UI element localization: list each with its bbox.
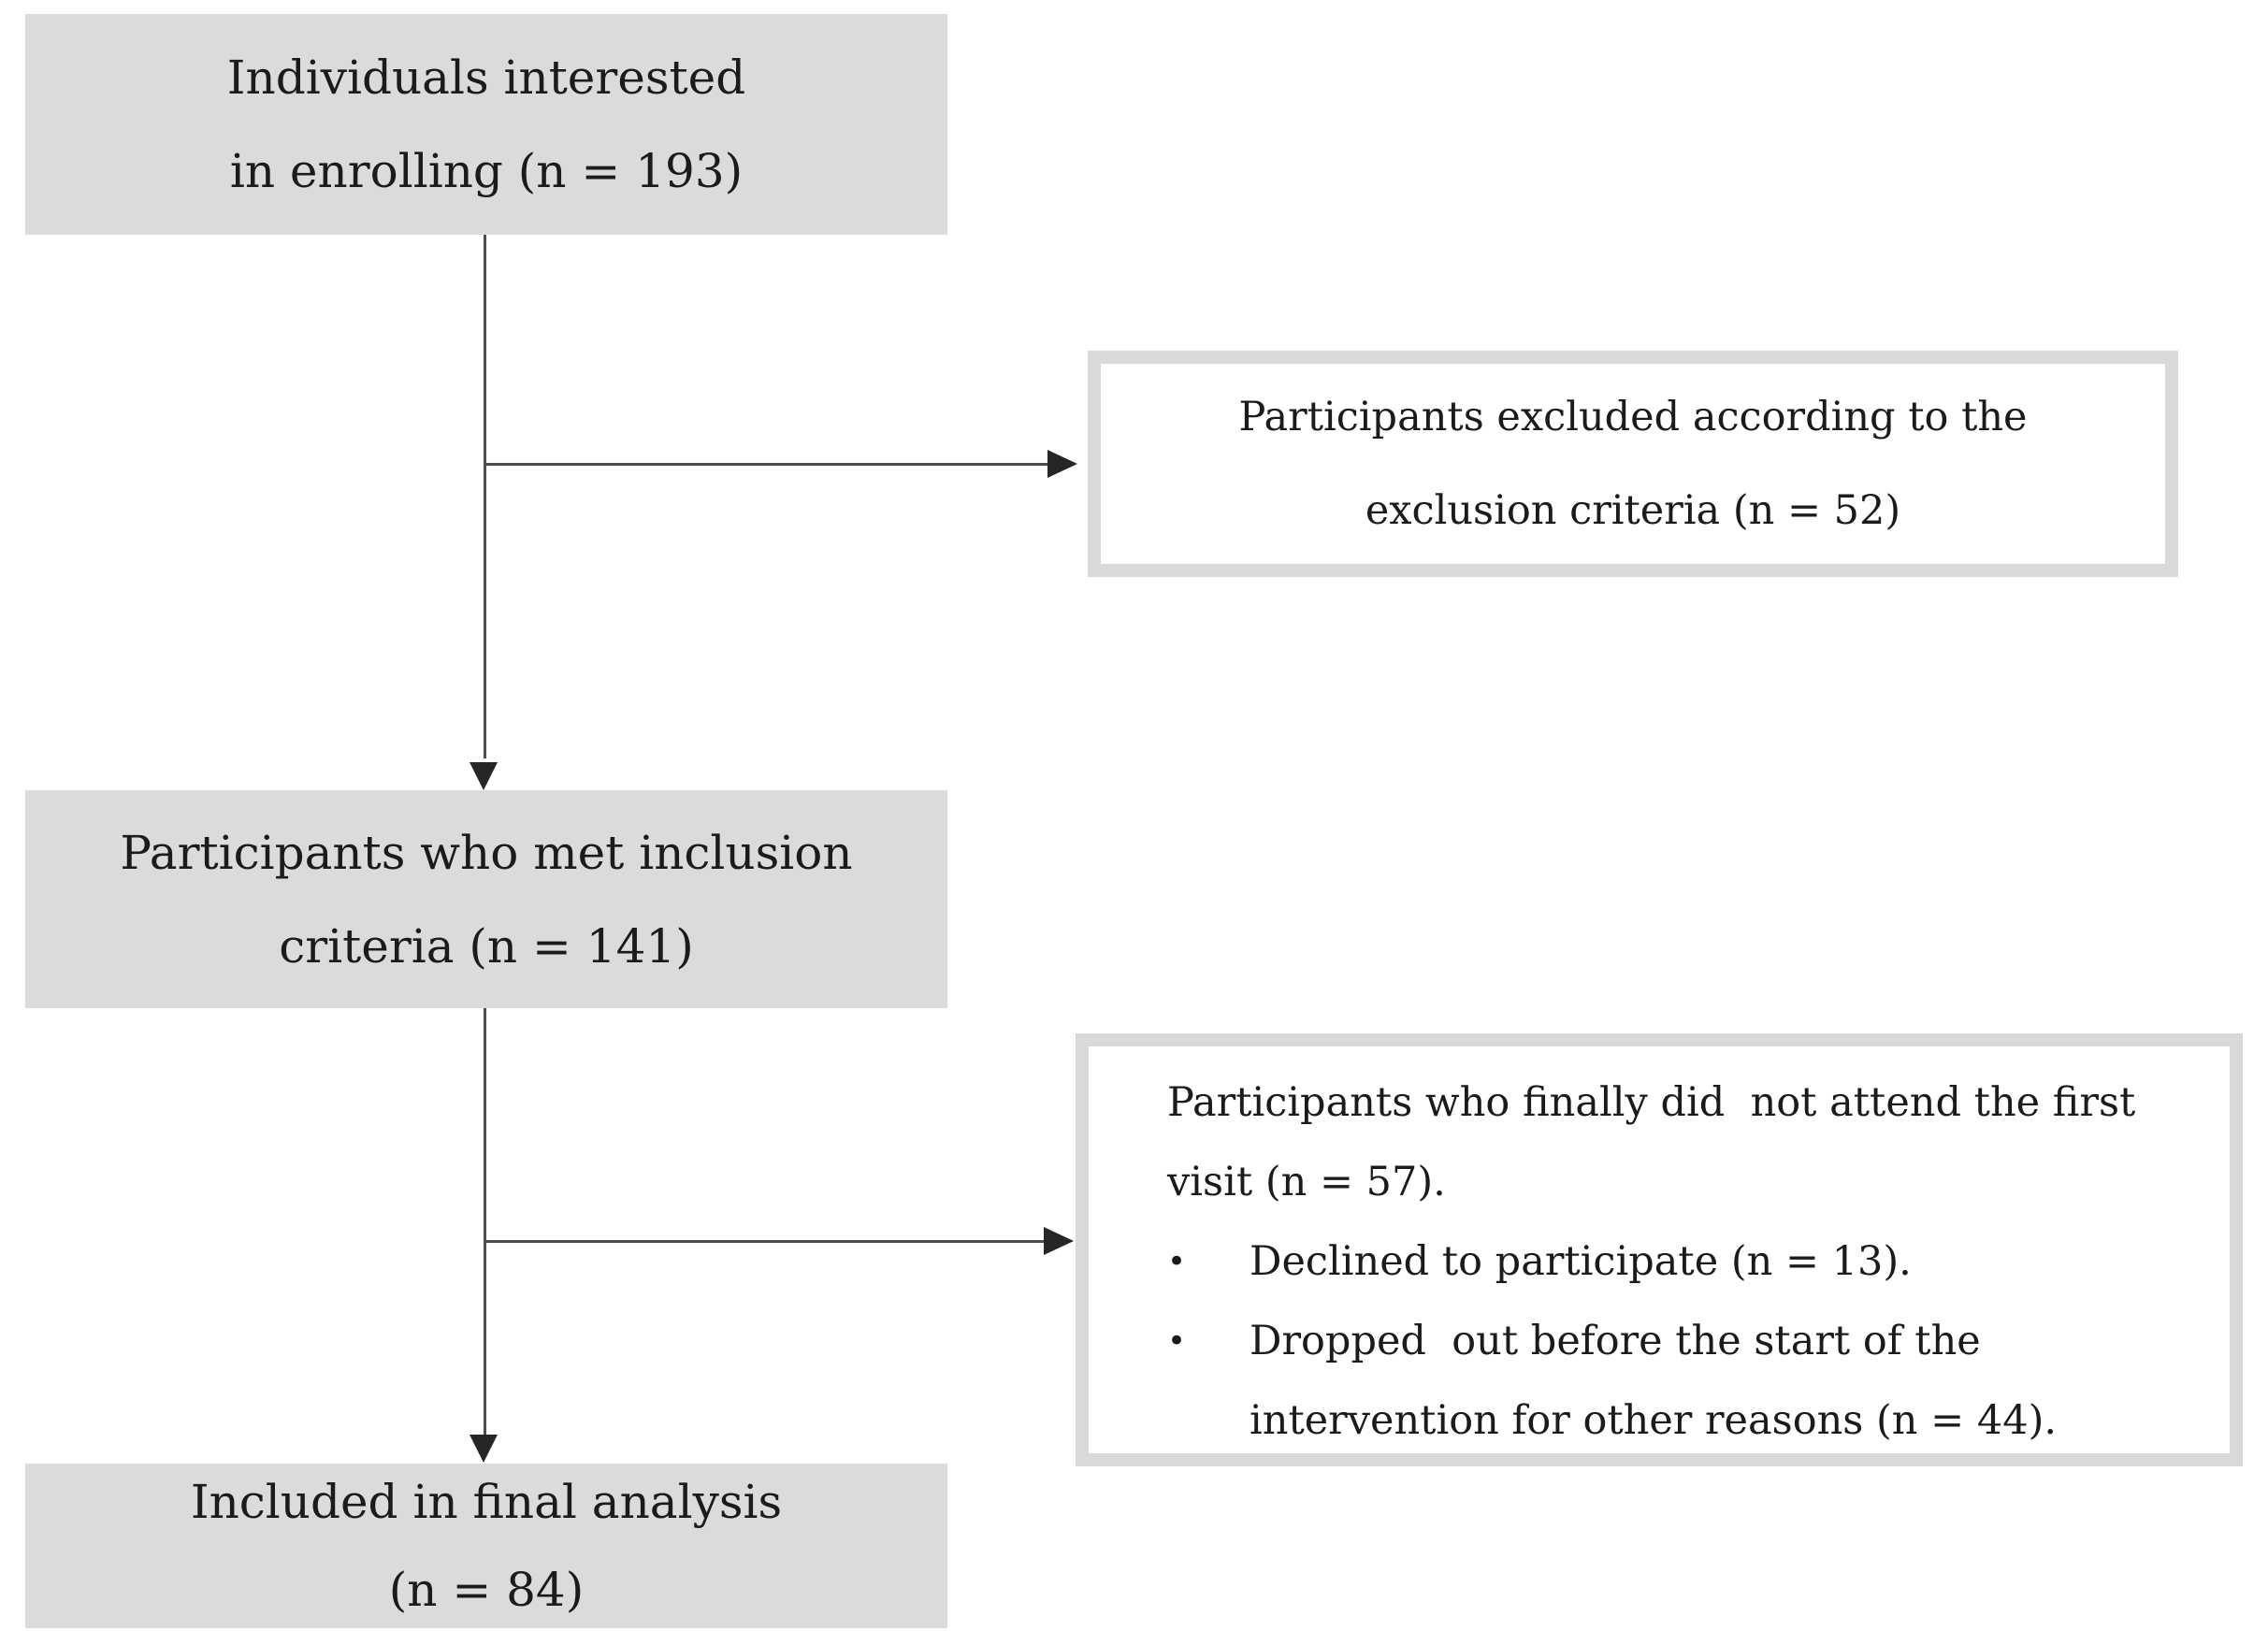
box-text-line: Included in final analysis [190,1475,783,1529]
box-text-line: in enrolling (n = 193) [229,144,744,198]
box-text-line: exclusion criteria (n = 52) [1365,487,1901,534]
connector-vertical-1 [484,235,486,758]
box-text-line: visit (n = 57). [1167,1159,1446,1205]
box-text-line: Participants excluded according to the [1238,394,2028,440]
box-text-line: Dropped out before the start of the [1250,1318,1981,1364]
box-did-not-attend [1076,1033,2243,1466]
bullet-marker: • [1167,1322,1187,1360]
box-met-inclusion-criteria [25,790,947,1008]
connector-horizontal-1 [484,463,1047,466]
bullet-item [1167,1222,2203,1302]
box-text-line: (n = 84) [388,1563,585,1617]
connector-horizontal-2 [484,1240,1044,1243]
box-text-line: Participants who finally did not attend the first [1167,1079,2136,1126]
box-excluded [1088,351,2178,577]
arrowhead-right-icon [1044,1227,1074,1255]
box-text-line: intervention for other reasons (n = 44). [1250,1397,2058,1444]
box-text-line: criteria (n = 141) [279,918,694,974]
arrowhead-down-icon [469,762,498,790]
box-text-line: Participants who met inclusion [120,825,853,880]
box-individuals-interested [25,14,947,235]
bullet-marker: • [1167,1243,1187,1280]
box-final-analysis [25,1464,947,1628]
arrowhead-right-icon [1047,450,1077,478]
box-text-line: Declined to participate (n = 13). [1250,1238,1912,1285]
box-text-line: Individuals interested [226,51,746,105]
bullet-item [1167,1302,2203,1461]
connector-vertical-2 [484,1008,486,1435]
